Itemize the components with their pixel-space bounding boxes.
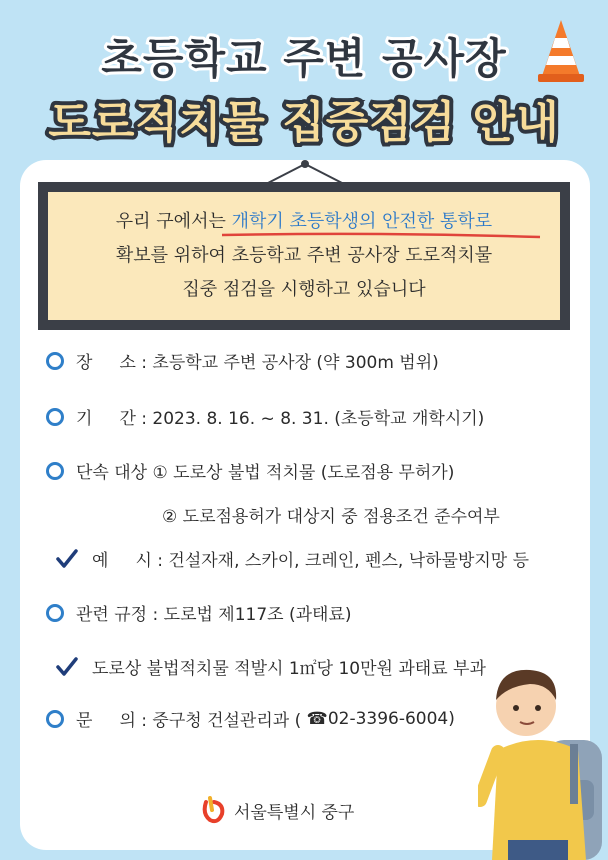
target-label: 단속 대상 xyxy=(76,463,153,483)
circle-bullet-icon xyxy=(46,408,64,426)
period-value: 2023. 8. 16. ~ 8. 31. (초등학교 개학시기) xyxy=(152,409,485,429)
title-line-1: 초등학교 주변 공사장 xyxy=(101,34,507,83)
law-value: 도로법 제117조 (과태료) xyxy=(163,605,352,625)
notice-line-3: 집중 점검을 시행하고 있습니다 xyxy=(182,279,426,301)
contact-end: ) xyxy=(448,708,455,729)
jung-gu-logo-icon xyxy=(200,796,226,824)
traffic-cone-icon xyxy=(536,18,586,84)
footer-org: 서울특별시 중구 xyxy=(234,802,355,823)
circle-bullet-icon xyxy=(46,462,64,480)
notice-board xyxy=(38,182,570,330)
notice-prefix: 우리 구에서는 xyxy=(115,210,232,232)
law-row xyxy=(46,600,352,625)
notice-highlight: 개학기 초등학생의 안전한 통학로 xyxy=(231,210,493,232)
student-illustration xyxy=(478,640,608,860)
contact-phone: ☎02-3396-6004 xyxy=(306,708,449,729)
check-icon xyxy=(56,549,78,569)
circle-bullet-icon xyxy=(46,604,64,622)
place-label: 장 소 : xyxy=(76,353,153,373)
contact-row xyxy=(46,706,455,731)
target-row xyxy=(46,458,454,483)
circle-bullet-icon xyxy=(46,710,64,728)
place-row xyxy=(46,348,439,373)
footer xyxy=(200,796,354,824)
example-value: 건설자재, 스카이, 크레인, 펜스, 낙하물방지망 등 xyxy=(168,551,530,571)
place-value: 초등학교 주변 공사장 (약 300m 범위) xyxy=(152,353,439,373)
penalty-text: 도로상 불법적치물 적발시 1㎡당 10만원 과태료 부과 xyxy=(92,659,486,679)
period-label: 기 간 : xyxy=(76,409,153,429)
example-row xyxy=(56,546,529,571)
highlight-underline xyxy=(220,230,542,240)
target-item-1: ① 도로상 불법 적치물 (도로점용 무허가) xyxy=(152,463,455,483)
target-row-2 xyxy=(162,502,500,527)
contact-dept: 중구청 건설관리과 ( xyxy=(152,711,307,731)
target-item-2: ② 도로점용허가 대상지 중 점용조건 준수여부 xyxy=(162,507,500,527)
title-line-2: 도로적치물 집중점검 안내 xyxy=(48,97,560,148)
notice-line-2: 확보를 위하여 초등학교 주변 공사장 도로적치물 xyxy=(115,244,493,266)
period-row xyxy=(46,404,484,429)
penalty-row xyxy=(56,654,486,679)
law-label: 관련 규정 : xyxy=(76,605,164,625)
contact-label: 문 의 : xyxy=(76,711,153,731)
circle-bullet-icon xyxy=(46,352,64,370)
check-icon xyxy=(56,657,78,677)
example-label: 예 시 : xyxy=(92,551,169,571)
